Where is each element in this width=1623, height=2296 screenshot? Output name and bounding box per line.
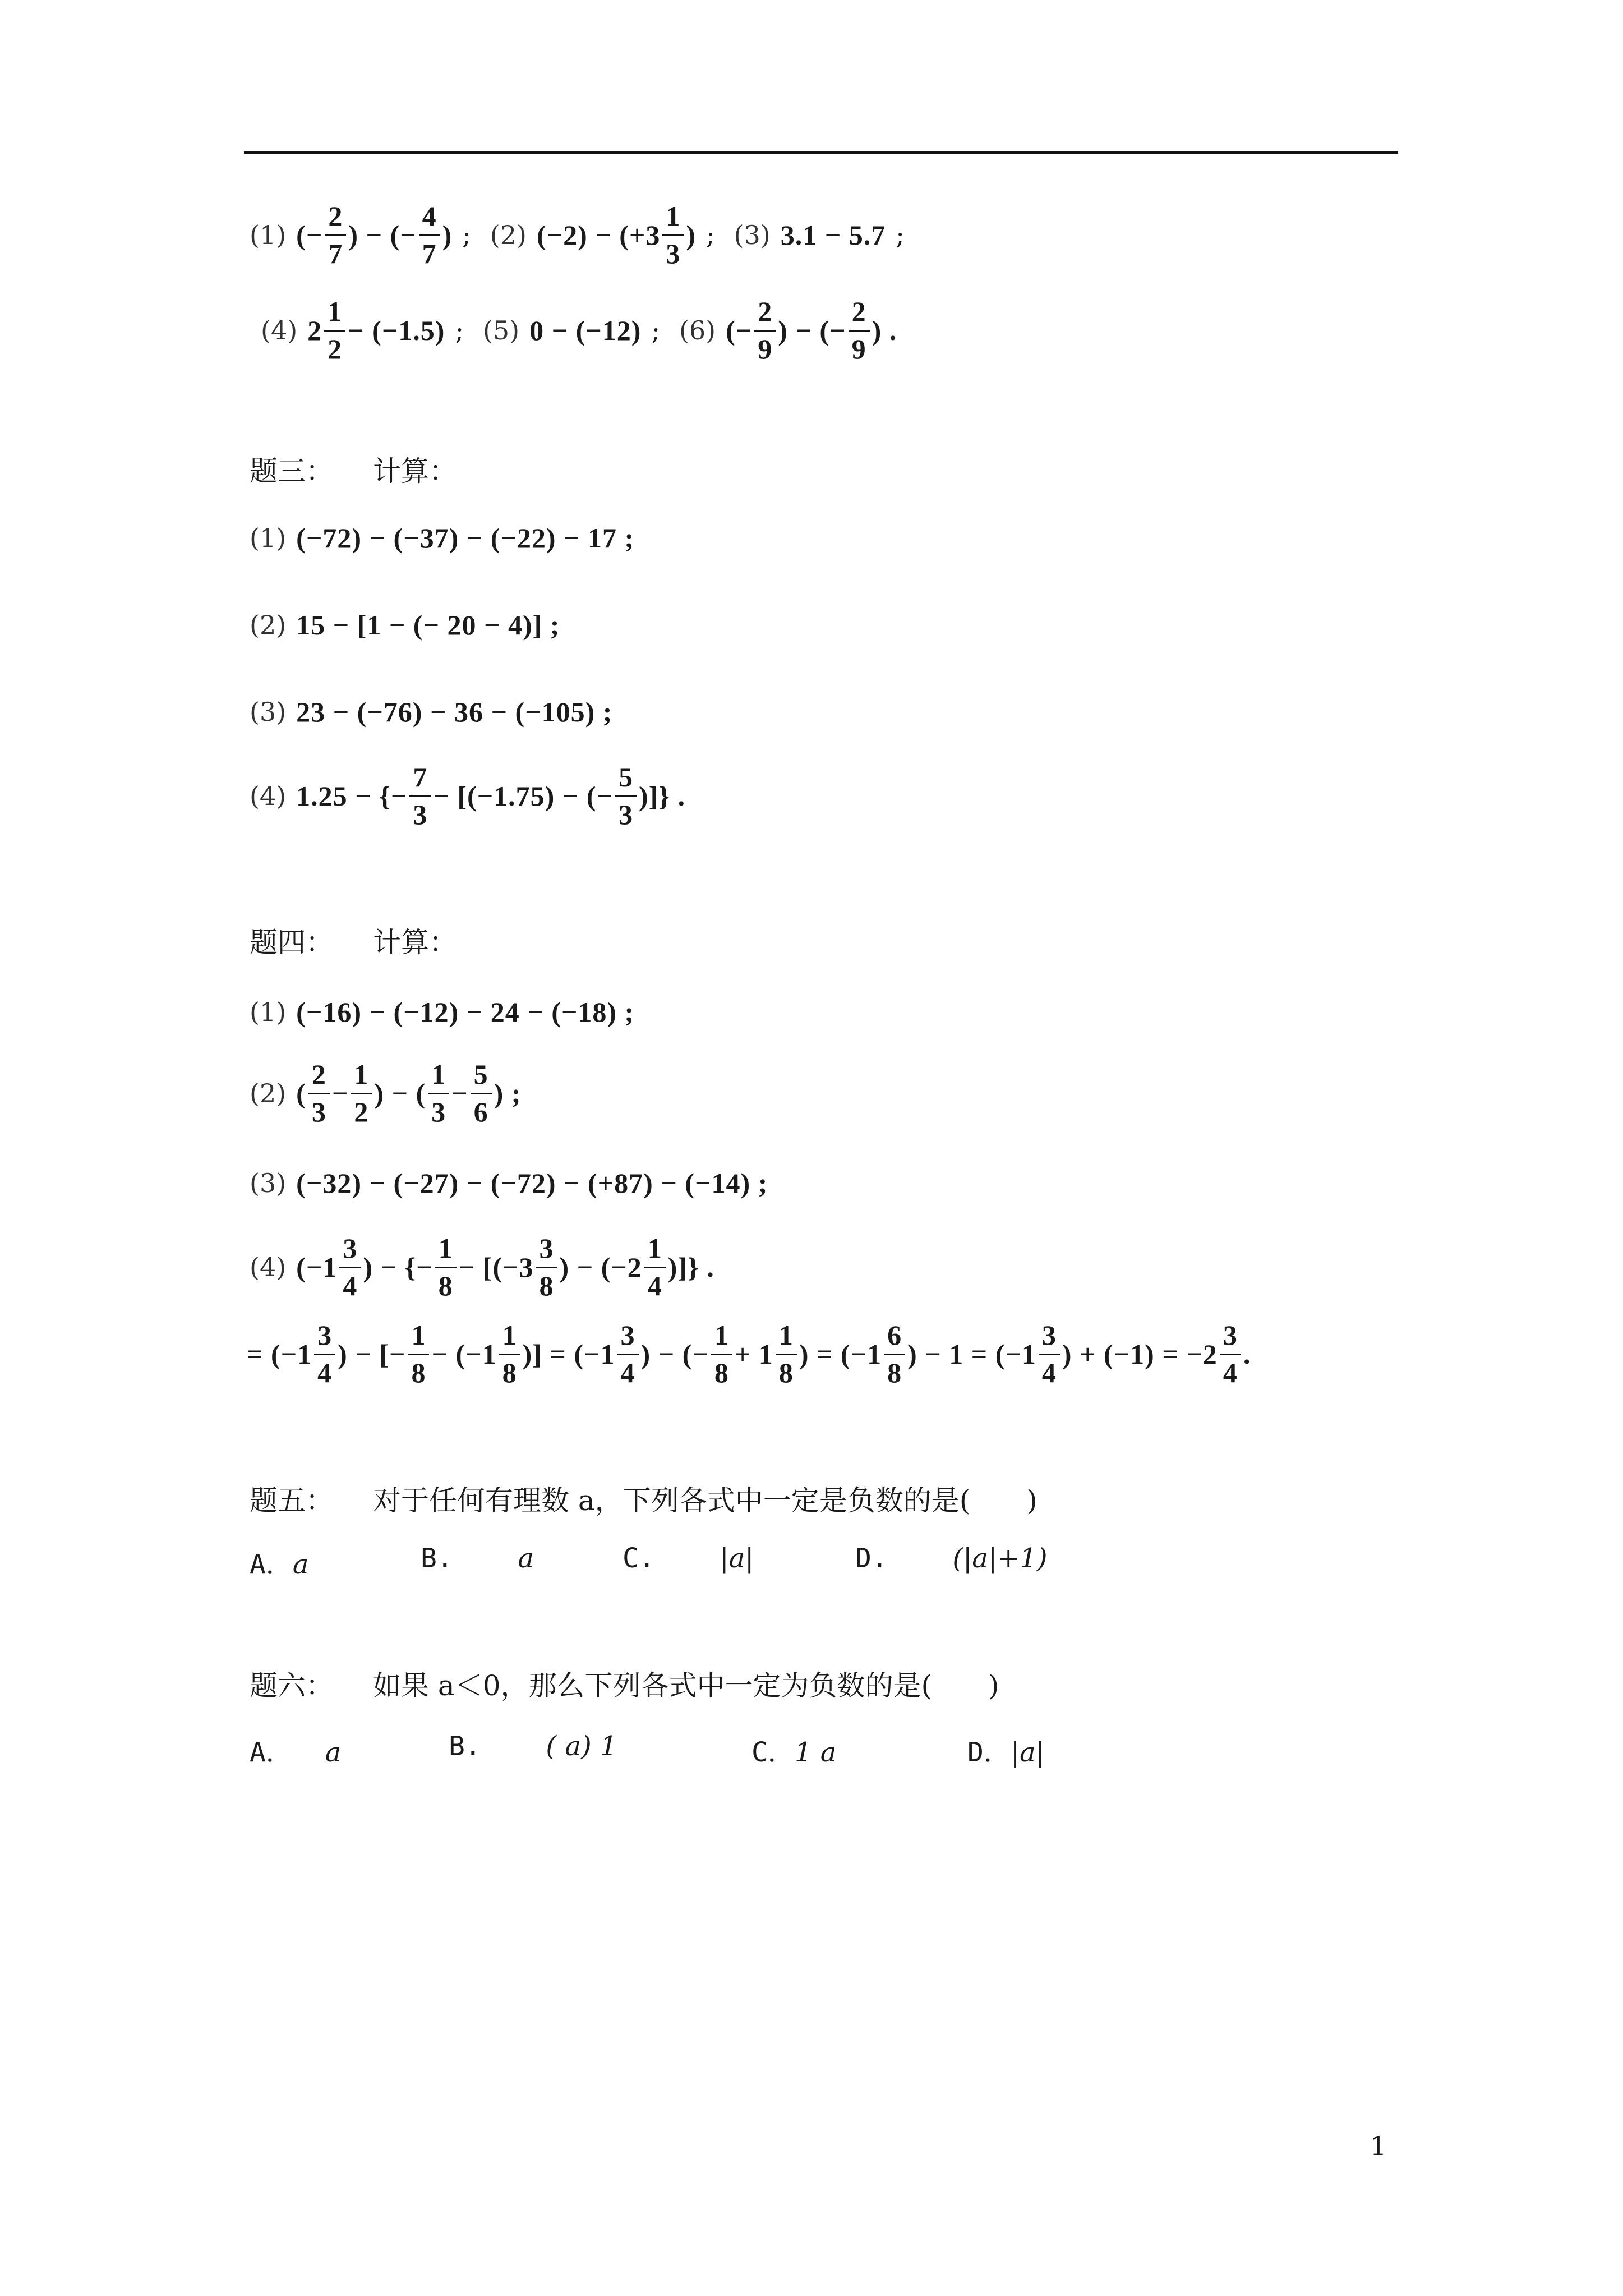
expression: ) + (−1) = −2 <box>1062 1338 1218 1370</box>
problem-label: (4) <box>250 1251 287 1282</box>
option-label: C. <box>623 1543 655 1574</box>
expression: (−32) − (−27) − (−72) − (+87) − (−14) ; <box>296 1167 768 1199</box>
fraction: $\frac{1}{4}$ <box>644 1234 666 1300</box>
q6-option-c[interactable] <box>751 1731 836 1769</box>
fraction: $\frac{1}{8}$ <box>408 1321 429 1387</box>
q5-option-c[interactable] <box>623 1543 754 1574</box>
q4-problem-2 <box>250 1060 521 1126</box>
expression: ) − (− <box>640 1338 709 1370</box>
q5-option-b[interactable] <box>421 1543 534 1574</box>
expression: 15 − [1 − (− 20 − 4)] ; <box>296 609 560 641</box>
expression: ) = (−1 <box>799 1338 882 1370</box>
problem-label: (2) <box>490 219 527 250</box>
problem-label: (3) <box>250 697 287 727</box>
expression: ) − [− <box>338 1338 406 1370</box>
expression: 3.1 − 5.7 <box>780 219 886 251</box>
q5-option-a[interactable] <box>250 1543 309 1581</box>
expression: ) − (− <box>778 314 846 346</box>
option-value: |a| <box>1010 1737 1045 1768</box>
expression: ) <box>442 219 453 251</box>
problem-label: (3) <box>734 219 771 250</box>
fraction: $\frac{1}{8}$ <box>711 1321 732 1387</box>
problem-label: (4) <box>250 780 287 811</box>
question-instruction: 计算： <box>373 455 457 487</box>
expression: . <box>1243 1338 1251 1370</box>
fraction: $\frac{3}{4}$ <box>617 1321 639 1387</box>
expression: = (−1 <box>247 1338 312 1370</box>
option-value: |a| <box>720 1543 754 1574</box>
expression: 23 − (−76) − 36 − (−105) ; <box>296 696 613 728</box>
q2-line-2 <box>261 297 897 363</box>
separator: ; <box>462 219 471 250</box>
option-label: B. <box>449 1731 481 1762</box>
separator: ; <box>455 315 464 346</box>
problem-label: (2) <box>250 1078 287 1108</box>
q3-problem-3 <box>250 696 612 728</box>
expression: ) . <box>872 314 897 346</box>
fraction: $\frac{3}{4}$ <box>314 1321 335 1387</box>
expression: + 1 <box>734 1338 773 1370</box>
question-number: 题三： <box>250 455 334 487</box>
q5-title <box>250 1478 1038 1519</box>
problem-label: (3) <box>250 1168 287 1198</box>
option-value: a <box>325 1737 342 1768</box>
fraction: $\frac{5}{3}$ <box>615 763 637 829</box>
separator: ; <box>706 219 715 250</box>
expression: − [(−3 <box>458 1251 534 1283</box>
fraction: $\frac{1}{2}$ <box>351 1060 372 1126</box>
expression: − (−1.5) <box>348 314 445 346</box>
expression: 0 − (−12) <box>529 314 642 346</box>
expression: (−2) − (+3 <box>536 219 661 251</box>
fraction: $\frac{1}{3}$ <box>428 1060 449 1126</box>
expression: )]} . <box>638 780 685 812</box>
expression: ( <box>296 1077 306 1109</box>
question-number: 题四： <box>250 926 334 959</box>
fraction: $\frac{5}{6}$ <box>471 1060 492 1126</box>
expression: − <box>331 1077 349 1109</box>
question-instruction: 计算： <box>373 926 457 959</box>
header-rule <box>244 151 1398 154</box>
question-number: 题六： <box>250 1669 334 1702</box>
expression: ) − {− <box>363 1251 433 1283</box>
q3-problem-4 <box>250 763 685 829</box>
expression: ) − (− <box>348 219 417 251</box>
option-label: A． <box>250 1737 293 1768</box>
option-value: 1 a <box>794 1737 837 1768</box>
option-label: B. <box>421 1543 453 1574</box>
question-text: 如果 a＜0，那么下列各式中一定为负数的是( ) <box>373 1669 999 1702</box>
fraction: $\frac{3}{4}$ <box>1039 1321 1060 1387</box>
q2-line-1 <box>250 202 924 268</box>
fraction: $\frac{3}{4}$ <box>339 1234 361 1300</box>
q6-option-d[interactable] <box>967 1731 1045 1769</box>
fraction: $\frac{1}{8}$ <box>776 1321 797 1387</box>
expression: ) ; <box>494 1077 522 1109</box>
fraction: $\frac{1}{3}$ <box>662 202 684 268</box>
expression: ) − ( <box>374 1077 426 1109</box>
problem-label: (4) <box>261 315 298 346</box>
fraction: $\frac{4}{7}$ <box>419 202 440 268</box>
option-value: a <box>292 1549 309 1580</box>
q4-problem-3 <box>250 1167 768 1199</box>
problem-label: (1) <box>250 997 287 1027</box>
expression: − [(−1.75) − (− <box>433 780 613 812</box>
q6-title <box>250 1663 999 1704</box>
fraction: $\frac{1}{2}$ <box>324 297 345 363</box>
expression: 2 <box>307 314 322 346</box>
problem-label: (6) <box>679 315 716 346</box>
q6-option-a[interactable] <box>250 1731 341 1769</box>
fraction: $\frac{3}{8}$ <box>536 1234 557 1300</box>
q3-title <box>250 449 457 489</box>
q4-solution-line <box>247 1321 1251 1387</box>
question-text: 对于任何有理数 a，下列各式中一定是负数的是( ) <box>373 1484 1038 1517</box>
expression: (− <box>296 219 323 251</box>
q6-option-b[interactable] <box>449 1731 617 1762</box>
fraction: $\frac{7}{3}$ <box>409 763 431 829</box>
option-value: a <box>518 1543 534 1574</box>
fraction: $\frac{2}{3}$ <box>308 1060 330 1126</box>
problem-label: (1) <box>250 219 287 250</box>
expression: (− <box>726 314 753 346</box>
problem-label: (2) <box>250 610 287 640</box>
option-value: ( a) 1 <box>546 1731 617 1762</box>
expression: − <box>451 1077 468 1109</box>
q5-option-d[interactable] <box>855 1543 1048 1574</box>
fraction: $\frac{1}{8}$ <box>499 1321 520 1387</box>
expression: )]} . <box>667 1251 714 1283</box>
page-number: 1 <box>1370 2131 1387 2161</box>
q3-problem-1 <box>250 522 634 554</box>
expression: (−72) − (−37) − (−22) − 17 ; <box>296 522 635 554</box>
option-label: D. <box>855 1543 888 1574</box>
fraction: $\frac{3}{4}$ <box>1220 1321 1241 1387</box>
expression: − (−1 <box>431 1338 497 1370</box>
fraction: $\frac{6}{8}$ <box>884 1321 905 1387</box>
fraction: $\frac{2}{9}$ <box>849 297 870 363</box>
expression: (−1 <box>296 1251 338 1283</box>
question-number: 题五： <box>250 1484 334 1517</box>
expression: )] = (−1 <box>522 1338 615 1370</box>
expression: ) <box>686 219 697 251</box>
q4-problem-1 <box>250 996 634 1028</box>
expression: 1.25 − {− <box>296 780 408 812</box>
option-label: C． <box>751 1737 795 1768</box>
fraction: $\frac{2}{7}$ <box>325 202 346 268</box>
option-label: A． <box>250 1549 293 1580</box>
problem-label: (5) <box>482 315 520 346</box>
separator: ; <box>896 219 905 250</box>
separator: ; <box>651 315 660 346</box>
q3-problem-2 <box>250 609 560 641</box>
q4-title <box>250 920 457 960</box>
expression: (−16) − (−12) − 24 − (−18) ; <box>296 996 635 1028</box>
option-label: D． <box>967 1737 1011 1768</box>
problem-label: (1) <box>250 523 287 553</box>
expression: ) − 1 = (−1 <box>907 1338 1036 1370</box>
fraction: $\frac{1}{8}$ <box>435 1234 457 1300</box>
q4-problem-4 <box>250 1234 714 1300</box>
fraction: $\frac{2}{9}$ <box>754 297 776 363</box>
option-value: (|a|+1) <box>952 1543 1048 1574</box>
expression: ) − (−2 <box>559 1251 642 1283</box>
